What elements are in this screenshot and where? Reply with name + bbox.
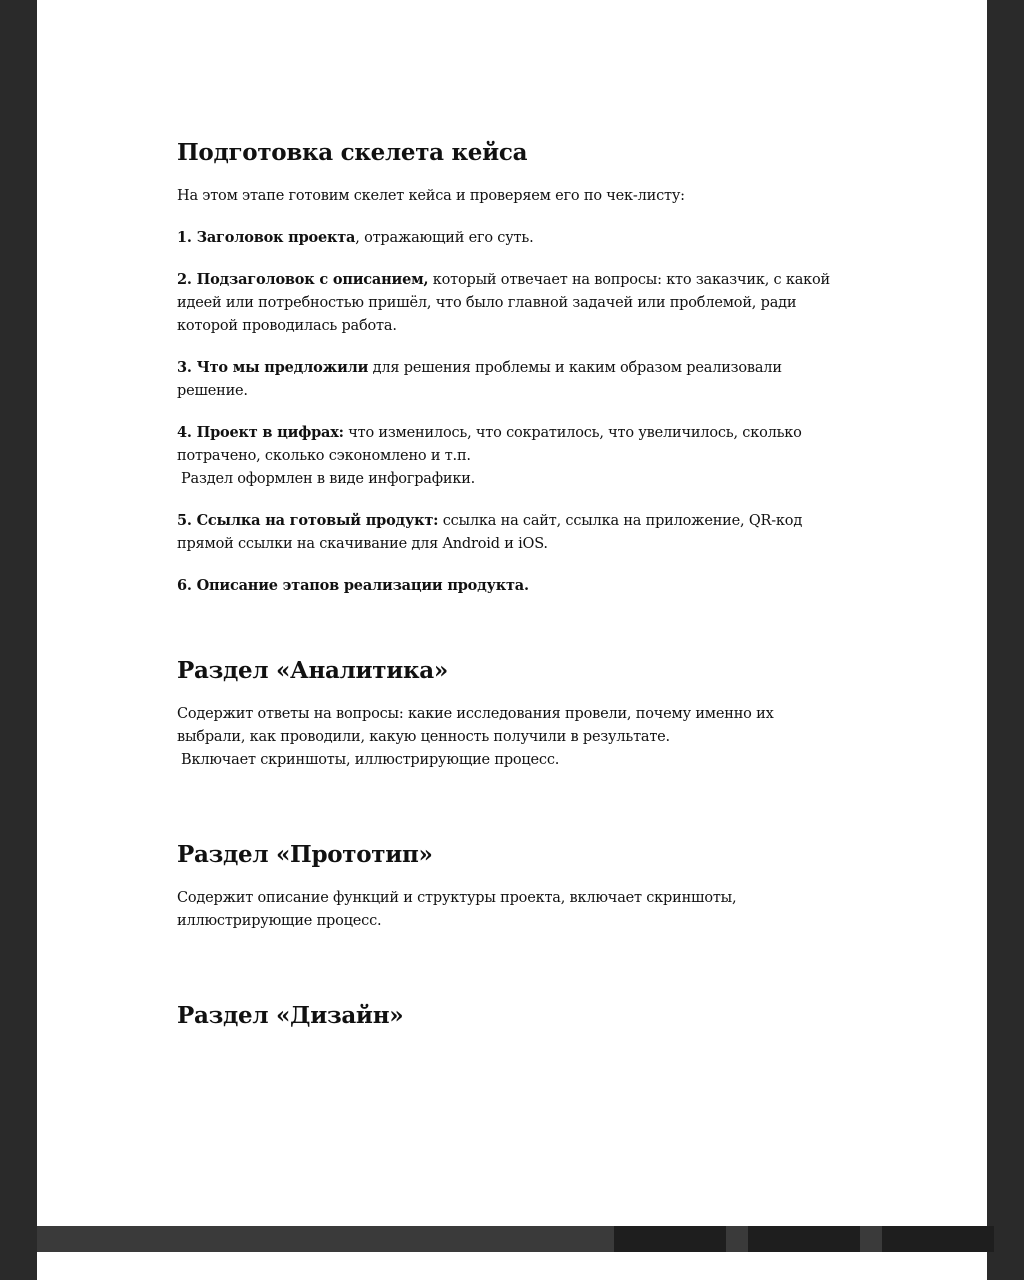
checklist-item-4-line-1: что изменилось, что сократилось, что увеличилось, сколько	[343, 425, 802, 441]
checklist-item-4-bold: 4. Проект в цифрах:	[177, 424, 344, 441]
checklist-item-3-line-2: решение.	[177, 383, 248, 399]
analytics-note: Включает скриншоты, иллюстрирующие процесс.	[181, 752, 560, 768]
viewer-left-margin	[0, 0, 37, 1280]
checklist-item-2-line-3: которой проводилась работа.	[177, 318, 397, 334]
checklist-item-6	[177, 574, 857, 598]
checklist-item-4-note: Раздел оформлен в виде инфографики.	[181, 471, 476, 487]
checklist-item-2-bold: 2. Подзаголовок с описанием,	[177, 271, 429, 288]
section-title-skeleton: Подготовка скелета кейса	[177, 139, 528, 166]
viewer-bottom-button-3[interactable]	[882, 1226, 994, 1252]
section-title-design: Раздел «Дизайн»	[177, 1002, 404, 1029]
document-content	[177, 138, 857, 1031]
checklist-item-2	[177, 268, 857, 338]
checklist-item-3-line-1: для решения проблемы и каким образом реализовали	[368, 360, 782, 376]
viewer-bottom-button-2[interactable]	[748, 1226, 860, 1252]
checklist-item-5-line-2: прямой ссылки на скачивание для Android и iOS.	[177, 536, 548, 552]
checklist-item-5	[177, 509, 857, 556]
checklist-item-5-line-1: ссылка на сайт, ссылка на приложение, QR-код	[438, 513, 803, 529]
section-intro: На этом этапе готовим скелет кейса и проверяем его по чек-листу:	[177, 188, 685, 204]
checklist-item-4-line-2: потрачено, сколько сэкономлено и т.п.	[177, 448, 471, 464]
checklist-item-2-line-1: который отвечает на вопросы: кто заказчик, с какой	[428, 272, 831, 288]
checklist-item-3	[177, 356, 857, 403]
viewer-bottom-button-1[interactable]	[614, 1226, 726, 1252]
checklist-item-4	[177, 421, 857, 491]
checklist-item-1-text: , отражающий его суть.	[355, 230, 534, 246]
checklist-item-2-line-2: идеей или потребностью пришёл, что было главной задачей или проблемой, ради	[177, 295, 797, 311]
section-title-analytics: Раздел «Аналитика»	[177, 657, 448, 684]
viewer-right-margin	[987, 0, 1024, 1280]
analytics-line-2: выбрали, как проводили, какую ценность получили в результате.	[177, 729, 670, 745]
checklist-item-1	[177, 226, 857, 250]
prototype-line-1: Содержит описание функций и структуры проекта, включает скриншоты,	[177, 890, 737, 906]
next-page-edge	[37, 1252, 987, 1280]
checklist-item-5-bold: 5. Ссылка на готовый продукт:	[177, 512, 439, 529]
document-page	[37, 0, 987, 1226]
checklist-item-6-bold: 6. Описание этапов реализации продукта.	[177, 577, 529, 594]
section-title-prototype: Раздел «Прототип»	[177, 841, 433, 868]
checklist-item-1-bold: 1. Заголовок проекта	[177, 229, 356, 246]
analytics-description	[177, 703, 857, 772]
prototype-line-2: иллюстрирующие процесс.	[177, 913, 382, 929]
analytics-line-1: Содержит ответы на вопросы: какие исследования провели, почему именно их	[177, 706, 774, 722]
prototype-description	[177, 887, 857, 933]
checklist-item-3-bold: 3. Что мы предложили	[177, 359, 369, 376]
